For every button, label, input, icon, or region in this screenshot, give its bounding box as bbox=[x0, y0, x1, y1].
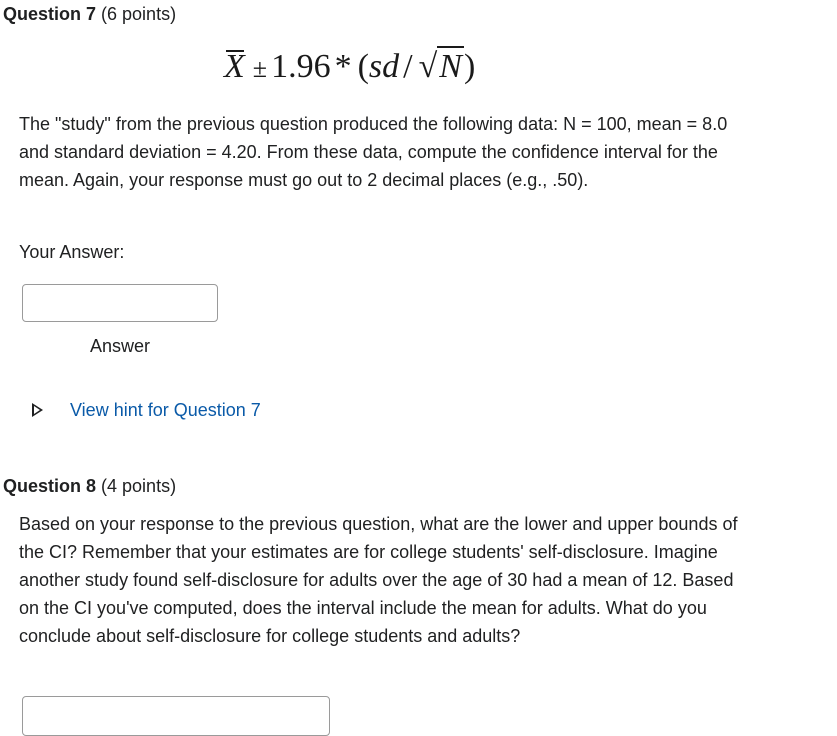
question-8-answer-textarea[interactable] bbox=[22, 696, 330, 736]
formula-plus-minus: ± bbox=[252, 54, 268, 83]
question-7-answer-input[interactable] bbox=[22, 284, 218, 322]
question-8-points: (4 points) bbox=[101, 476, 177, 496]
formula-n: N bbox=[439, 48, 462, 85]
sqrt-icon: √ bbox=[418, 48, 438, 85]
disclosure-triangle-icon[interactable] bbox=[32, 403, 43, 417]
question-8-title: Question 8 bbox=[3, 476, 97, 496]
question-8-text: Based on your response to the previous question, what are the lower and upper bounds of the CI? Remember that your estimates are for college students' self-disclosure. Imagine another study found self-disclosure for adults over the age of 30 had a mean of 12. Based on the CI you've computed, does the interval include the mean for adults. What do you conclude about self-disclosure for college students and adults? bbox=[19, 514, 738, 646]
hint-toggle[interactable] bbox=[32, 398, 261, 422]
formula-close-paren: ) bbox=[463, 48, 476, 85]
confidence-interval-formula bbox=[224, 42, 475, 92]
question-7-points: (6 points) bbox=[101, 4, 177, 24]
your-answer-label: Your Answer: bbox=[19, 242, 125, 262]
question-7-title: Question 7 bbox=[3, 4, 97, 24]
question-8-header bbox=[3, 475, 176, 497]
formula-mean-symbol: X bbox=[224, 42, 245, 92]
question-7-header bbox=[3, 3, 176, 25]
formula-sqrt bbox=[417, 42, 464, 92]
question-7-text: The "study" from the previous question produced the following data: N = 100, mean = 8.0 and standard deviation = 4.20. From these data, compute the confidence interval for the mean. Again, your response must go out to 2 decimal places (e.g., .50). bbox=[19, 114, 728, 190]
formula-z-value: 1.96 bbox=[271, 48, 331, 85]
view-hint-link[interactable]: View hint for Question 7 bbox=[70, 399, 261, 420]
formula-times: * bbox=[334, 48, 352, 85]
formula-slash: / bbox=[403, 48, 413, 85]
answer-caption: Answer bbox=[90, 336, 151, 356]
formula-open-paren: ( bbox=[357, 48, 369, 85]
formula-sd: sd bbox=[368, 48, 400, 85]
